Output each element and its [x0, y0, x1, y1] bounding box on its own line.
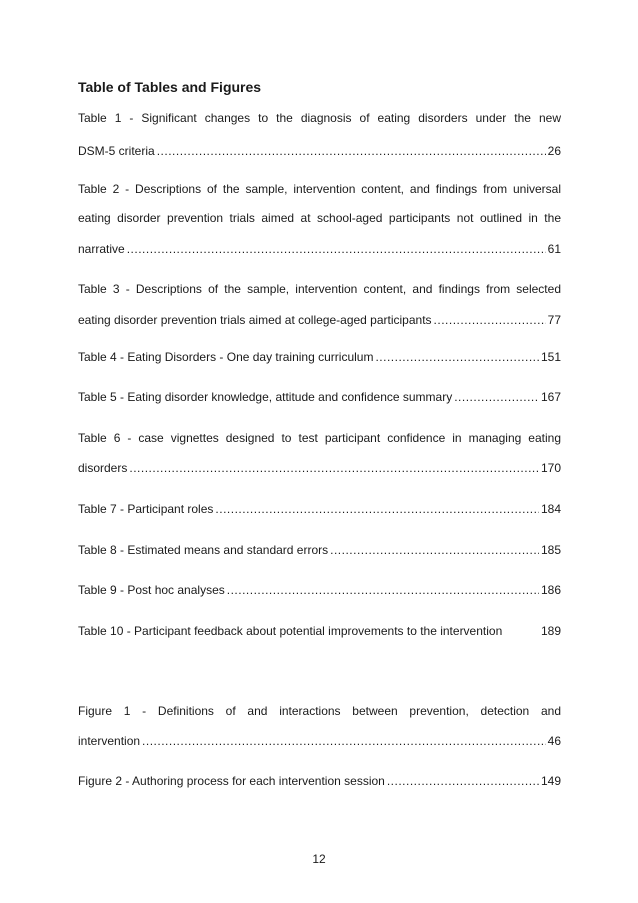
- toc-entry-text: intervention: [78, 734, 141, 748]
- toc-entry-figure-1[interactable]: [78, 733, 561, 749]
- toc-entry-text: Table 8 - Estimated means and standard errors: [78, 543, 329, 557]
- toc-entry-table-6-line-1: Table 6 - case vignettes designed to test participant confidence in managing eating: [78, 431, 561, 445]
- leader-dots: [375, 349, 539, 365]
- page-ref: 184: [540, 502, 561, 516]
- toc-entry-text: Table 9 - Post hoc analyses: [78, 583, 225, 597]
- toc-entry-text: eating disorder prevention trials aimed at college-aged participants: [78, 313, 432, 327]
- toc-entry-table-2[interactable]: [78, 241, 561, 257]
- toc-entry-text: Figure 2 - Authoring process for each intervention session: [78, 774, 385, 788]
- toc-entry-text: Table 10 - Participant feedback about potential improvements to the intervention: [78, 624, 503, 638]
- page-ref: 61: [547, 242, 561, 256]
- toc-entry-table-3-line-1: Table 3 - Descriptions of the sample, intervention content, and findings from selected: [78, 282, 561, 296]
- leader-dots: [129, 460, 539, 476]
- page-ref: 170: [540, 461, 561, 475]
- toc-entry-text: narrative: [78, 242, 125, 256]
- leader-dots: [142, 733, 546, 749]
- toc-entry-table-10[interactable]: [78, 623, 561, 639]
- page-title: Table of Tables and Figures: [78, 79, 262, 95]
- toc-entry-figure-2[interactable]: [78, 773, 561, 789]
- toc-entry-table-2-line-1: Table 2 - Descriptions of the sample, intervention content, and findings from universal: [78, 182, 561, 196]
- leader-dots: [434, 312, 546, 328]
- leader-dots: [127, 241, 546, 257]
- toc-entry-text: disorders: [78, 461, 128, 475]
- toc-entry-table-4[interactable]: [78, 349, 561, 365]
- leader-dots: [330, 542, 539, 558]
- page-ref: 77: [547, 313, 561, 327]
- leader-dots: [215, 501, 539, 517]
- toc-entry-text: Table 4 - Eating Disorders - One day training curriculum: [78, 350, 374, 364]
- toc-entry-table-2-line-2: eating disorder prevention trials aimed at school-aged participants not outlined in the: [78, 211, 561, 225]
- page-ref: 167: [540, 390, 561, 404]
- leader-dots: [454, 389, 539, 405]
- page-ref: 151: [540, 350, 561, 364]
- toc-entry-table-8[interactable]: [78, 542, 561, 558]
- toc-entry-table-7[interactable]: [78, 501, 561, 517]
- toc-entry-table-1-line-1: Table 1 - Significant changes to the diagnosis of eating disorders under the new: [78, 111, 561, 125]
- toc-entry-text: DSM-5 criteria: [78, 144, 155, 158]
- leader-dots: [387, 773, 539, 789]
- page-ref: 185: [540, 543, 561, 557]
- leader-dots: [157, 143, 546, 159]
- toc-entry-table-5[interactable]: [78, 389, 561, 405]
- toc-entry-text: Table 7 - Participant roles: [78, 502, 214, 516]
- page-number: 12: [312, 852, 326, 866]
- toc-entry-table-3[interactable]: [78, 312, 561, 328]
- toc-entry-table-6[interactable]: [78, 460, 561, 476]
- toc-entry-figure-1-line-1: Figure 1 - Definitions of and interactions between prevention, detection and: [78, 704, 561, 718]
- leader-dots: [227, 582, 539, 598]
- page-ref: 46: [547, 734, 561, 748]
- page-ref: 189: [540, 624, 561, 638]
- page-ref: 149: [540, 774, 561, 788]
- page-ref: 26: [547, 144, 561, 158]
- toc-entry-text: Table 5 - Eating disorder knowledge, attitude and confidence summary: [78, 390, 453, 404]
- toc-entry-table-9[interactable]: [78, 582, 561, 598]
- page-ref: 186: [540, 583, 561, 597]
- toc-entry-table-1[interactable]: [78, 143, 561, 159]
